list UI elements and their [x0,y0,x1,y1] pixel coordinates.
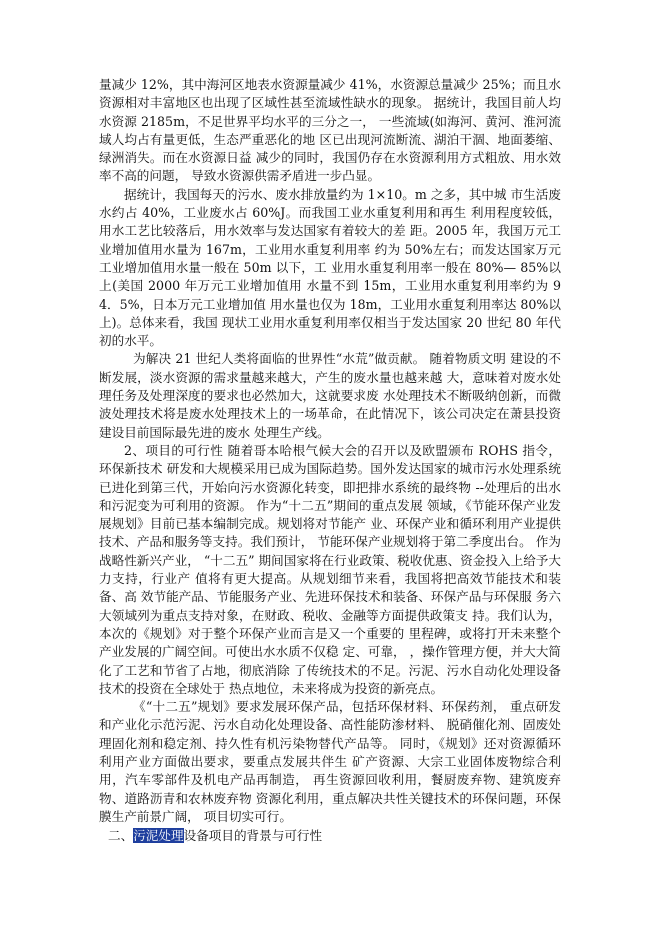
paragraph-wastewater-statistics: 据统计，我国每天的污水、废水排放量约为 1×10。m 之多，其中城 市生活废水约占 40%，工业废水占 60%J。而我国工业水重复利用和再生 利用程度较低，用水工艺比较落后，用水效率与发达国家有着较大的差 距。2005 年，我国万元工业增加值用水量为 167m，工业用水重复利用率 约为 50%左右；而发达国家万元工业增加值用水量一般在 50m 以下，工 业用水重复利用率一般在 80%— 85%以上(美国 2000 年万元工业增加值用 水量不到 15m，工业用水重复利用率约为 94．5%，日本万元工业增加值 用水量也仅为 18m，工业用水重复利用率达 80%以上)。总体来看，我国 现状工业用水重复利用率仅相当于发达国家 20 世纪 80 年代初的水平。 [99,186,561,349]
section-heading [99,826,561,845]
section-heading-highlight[interactable]: 污泥处理 [133,828,184,844]
section-heading-suffix: 设备项目的背景与可行性 [183,828,323,844]
paragraph-water-resources: 量减少 12%，其中海河区地表水资源量减少 41%，水资源总量减少 25%；而且水资源相对丰富地区也出现了区域性甚至流域性缺水的现象。 据统计，我国目前人均水资源 2185m，不足世界平均水平的三分之一， 一些流域(如海河、黄河、淮河流域人均占有量更低，生态严重恶化的地 区已出现河流断流、湖泊干涸、地面萎缩、绿洲消失。而在水资源日益 减少的同时，我国仍存在水资源利用方式粗放、用水效率不高的问题， 导致水资源供需矛盾进一步凸显。 [99,77,561,184]
paragraph-five-year-plan: 《“十二五”规划》要求发展环保产品，包括环保材料、环保药剂， 重点研发和产业化示范污泥、污水自动化处理设备、高性能防渗材料、 脱硝催化剂、固废处理固化剂和稳定剂、持久性有机污染物替代产品等。 同时，《规划》还对资源循环利用产业方面做出要求，要重点发展共伴生 矿产资源、大宗工业固体废物综合利用，汽车零部件及机电产品再制造， 再生资源回收利用，餐厨废弃物、建筑废弃物、道路沥青和农林废弃物 资源化利用，重点解决共性关键技术的环保问题，环保膜生产前景广阔， 项目切实可行。 [99,699,561,824]
paragraph-project-feasibility: 2、项目的可行性 随着哥本哈根气候大会的召开以及欧盟颁布 ROHS 指令，环保新技术 研发和大规模采用已成为国际趋势。国外发达国家的城市污水处理系统 已进化到第三代，开始向污水资源化转变，即把排水系统的最终物 --处理后的出水和污泥变为可利用的资源。 作为“十二五”期间的重点发展 领域，《节能环保产业发展规划》目前已基本编制完成。规划将对节能产 业、环保产业和循环利用产业提供技术、产品和服务等支持。我们预计， 节能环保产业规划将于第二季度出台。 作为战略性新兴产业， “十二五” 期间国家将在行业政策、税收优惠、资金投入上给予大力支持，行业产 值将有更大提高。从规划细节来看，我国将把高效节能技术和装备、高 效节能产品、节能服务产业、先进环保技术和装备、环保产品与环保服 务六大领域列为重点支持对象，在财政、税收、金融等方面提供政策支 持。我们认为，本次的《规划》对于整个环保产业而言是又一个重要的 里程碑，或将打开未来整个产业发展的广阔空间。可使出水水质不仅稳 定、可靠， ，操作管理方便，并大大简化了工艺和节省了占地，彻底消除 了传统技术的不足。污泥、污水自动化处理设备技术的投资在全球处于 热点地位，未来将成为投资的新亮点。 [99,442,561,696]
section-heading-prefix: 二、 [108,828,134,844]
document-body [99,76,561,845]
paragraph-water-shortage: 为解决 21 世纪人类将面临的世界性“水荒”做贡献。 随着物质文明 建设的不断发展，淡水资源的需求量越来越大，产生的废水量也越来越 大，意味着对废水处理任务及处理深度的要求也必然加大，这就要求废 水处理技术不断吸纳创新，而微波处理技术将是废水处理技术上的一场革命，在此情况下，该公司决定在萧县投资建设目前国际最先进的废水 处理生产线。 [99,351,561,440]
